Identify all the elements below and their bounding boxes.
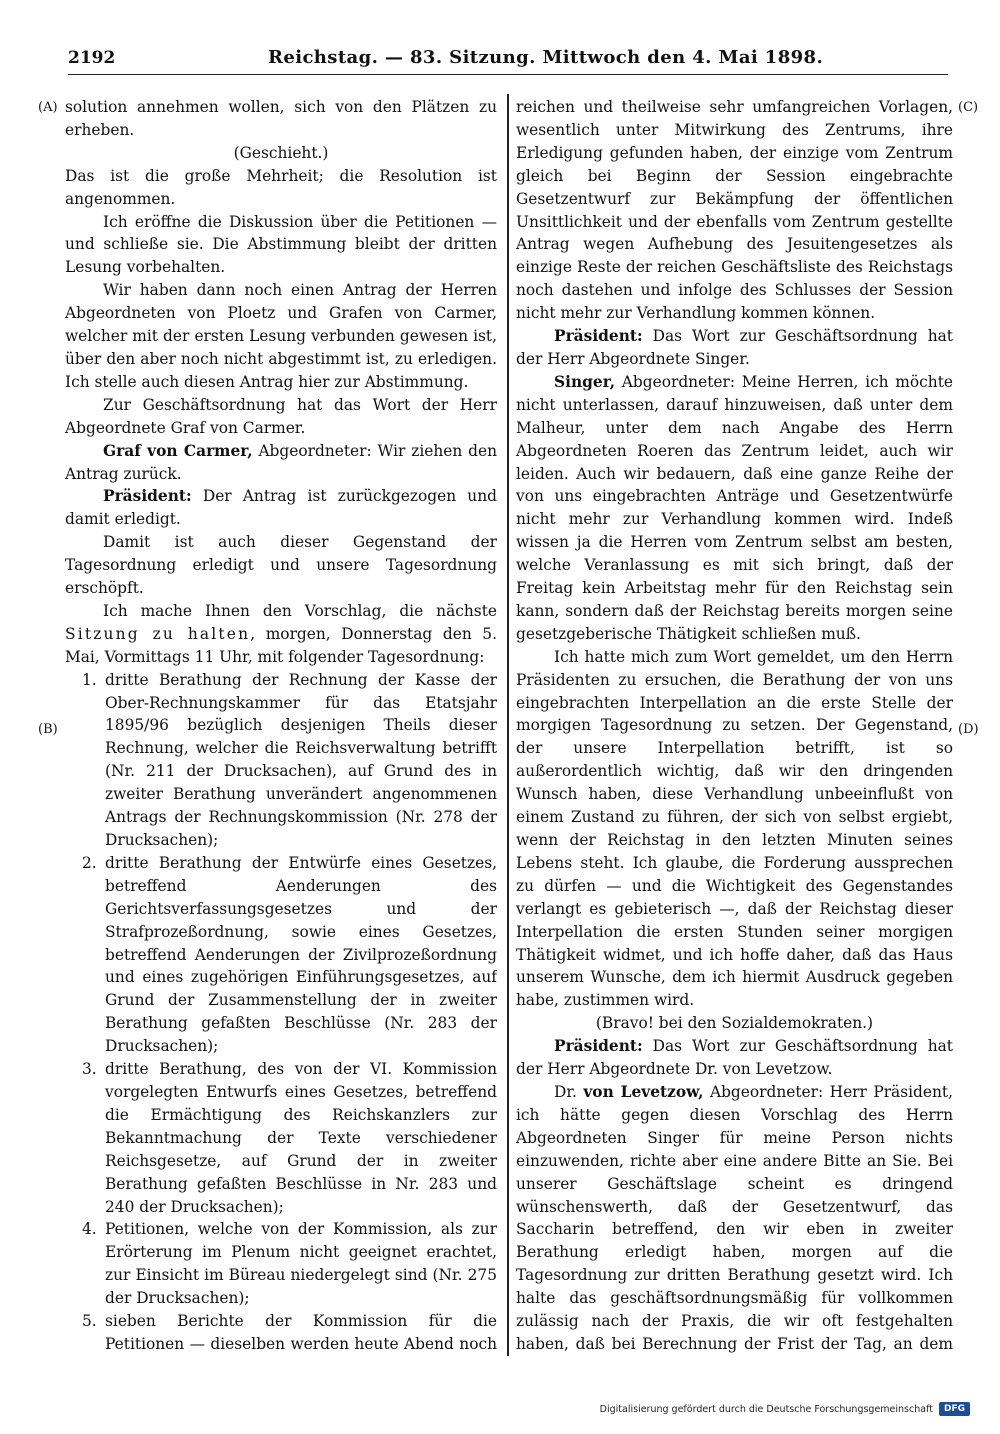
agenda-item: [82, 669, 497, 852]
paragraph: Ich eröffne die Diskussion über die Petitionen — und schließe sie. Die Abstimmung bleibt der dritten Lesung vorbehalten.: [65, 212, 497, 277]
speaker-name: Graf von Carmer,: [103, 441, 253, 460]
dfg-logo: DFG: [939, 1402, 970, 1416]
agenda-number: 2.: [82, 853, 97, 872]
paragraph: Wir haben dann noch einen Antrag der Herren Abgeordneten von Ploetz und Grafen von Carmer, welcher mit der ersten Lesung verbunden gewesen ist, über den aber noch nicht abgestimmt ist, zu erledigen. Ich stelle auch diesen Antrag hier zur Abstimmung.: [65, 281, 497, 391]
paragraph: solution annehmen wollen, sich von den Plätzen zu erheben.: [65, 98, 497, 139]
speaker-name: von Levetzow,: [583, 1082, 704, 1101]
funding-credit: Digitalisierung gefördert durch die Deutsche Forschungsgemeinschaft: [599, 1403, 933, 1415]
left-column: [65, 96, 497, 1354]
speech-text: Der Antrag ist zurückgezogen und damit erledigt.: [65, 487, 497, 529]
agenda-item: [82, 1218, 497, 1310]
agenda-number: 1.: [82, 670, 97, 689]
speech-text: Abgeordneter: Meine Herren, ich möchte nicht unterlassen, darauf hinzuweisen, daß unter dem Malheur, unter dem nach Angabe des Herrn Abgeordneten Roeren das Zentrum leidet, auch wir leiden. Auch wir bedauern, daß eine ganze Reihe der von uns eingebrachten Anträge und Gesetzentwürfe nicht mehr zur Verhandlung kommen wird. Indeß wissen ja die Herren vom Zentrum selbst am besten, welche Veranlassung es mit sich bringt, daß der Freitag kein Arbeitstag mehr für den Reichstag sein kann, sondern daß der Reichstag bereits morgen seine gesetzgeberische Thätigkeit schließen muß.: [516, 372, 953, 643]
page-number: 2192: [68, 48, 116, 68]
stage-direction: (Geschieht.): [233, 143, 329, 162]
agenda-number: 3.: [82, 1060, 97, 1079]
speech-text: Das Wort zur Geschäftsordnung hat der Herr Abgeordnete Singer.: [516, 327, 953, 368]
speech-text: Das Wort zur Geschäftsordnung hat der Herr Abgeordnete Dr. von Levetzow.: [516, 1037, 953, 1079]
speech-paragraph: [516, 371, 953, 646]
margin-marker-d: (D): [958, 722, 979, 737]
page-header: [68, 40, 948, 75]
paragraph: Das ist die große Mehrheit; die Resolution ist angenommen.: [65, 166, 497, 208]
paragraph: [65, 600, 497, 669]
paragraph: Damit ist auch dieser Gegenstand der Tagesordnung erledigt und unsere Tagesordnung erschöpft.: [65, 533, 497, 598]
digitization-footer: [600, 1402, 970, 1416]
speech-text: Abgeordneter: Wir ziehen den Antrag zurück.: [65, 441, 497, 483]
agenda-item: [82, 1310, 497, 1354]
margin-marker-b: (B): [38, 722, 58, 737]
text-run: , morgen, Donnerstag den 5. Mai, Vormittags 11 Uhr, mit folgender Tagesordnung:: [65, 624, 497, 666]
speaker-name: Präsident:: [554, 327, 643, 346]
speech-paragraph: [516, 325, 953, 371]
spaced-text: Sitzung zu halten: [65, 624, 251, 643]
text-run: Ich mache Ihnen den Vorschlag, die nächste: [103, 601, 497, 620]
speech-paragraph: [516, 1081, 953, 1354]
paragraph: reichen und theilweise sehr umfangreichen Vorlagen, wesentlich unter Mitwirkung des Zentrums, ihre Erledigung gefunden haben, der einzige vom Zentrum gleich bei Beginn der Session eingebrachte Gesetzentwurf zur Bekämpfung der öffentlichen Unsittlichkeit und der ebenfalls vom Zentrum gestellte Antrag wegen Aufhebung des Jesuitengesetzes als einzige Reste der reichen Geschäftsliste des Reichstags noch dastehen und infolge des Schlusses der Session nicht mehr zur Verhandlung kommen können.: [516, 98, 953, 323]
margin-marker-c: (C): [958, 100, 979, 115]
agenda-text: dritte Berathung, des von der VI. Kommission vorgelegten Entwurfs eines Gesetzes, betreffend die Ermächtigung des Reichskanzlers zur Bekanntmachung der Texte verschiedener Reichsgesetze, auf Grund der in zweiter Berathung gefaßten Beschlüsse in Nr. 283 und 240 der Drucksachen);: [105, 1060, 497, 1216]
speech-paragraph: [65, 440, 497, 486]
paragraph: Zur Geschäftsordnung hat das Wort der Herr Abgeordnete Graf von Carmer.: [65, 395, 497, 437]
speaker-title: Dr.: [554, 1082, 584, 1101]
speaker-name: Präsident:: [103, 487, 192, 506]
agenda-number: 5.: [82, 1312, 97, 1331]
agenda-item: [82, 1058, 497, 1218]
stage-direction: (Bravo! bei den Sozialdemokraten.): [595, 1014, 874, 1033]
speech-paragraph: [516, 1035, 953, 1081]
margin-marker-a: (A): [38, 100, 58, 115]
agenda-text: dritte Berathung der Rechnung der Kasse der Ober-Rechnungskammer für das Etatsjahr 1895/96 bezüglich desjenigen Theils dieser Rechnung, welcher die Reichsverwaltung betrifft (Nr. 211 der Drucksachen), auf Grund des in zweiter Berathung unverändert angenommenen Antrags der Rechnungskommission (Nr. 278 der Drucksachen);: [105, 670, 497, 849]
column-divider: [507, 94, 509, 1356]
speaker-name: Singer,: [554, 372, 616, 391]
agenda-text: sieben Berichte der Kommission für die Petitionen — dieselben werden heute Abend noch: [105, 1312, 497, 1353]
agenda-text: dritte Berathung der Entwürfe eines Gesetzes, betreffend Aenderungen des Gerichtsverfassungsgesetzes und der Strafprozeßordnung, sowie eines Gesetzes, betreffend Aenderungen der Zivilprozeßordnung und eines zugehörigen Einführungsgesetzes, auf Grund der Zusammenstellung der in zweiter Berathung gefaßten Beschlüsse (Nr. 283 der Drucksachen);: [105, 853, 497, 1056]
agenda-list: [65, 669, 497, 1354]
agenda-item: [82, 852, 497, 1058]
speech-paragraph: [65, 485, 497, 531]
speaker-name: Präsident:: [554, 1037, 643, 1056]
running-title: Reichstag. — 83. Sitzung. Mittwoch den 4. Mai 1898.: [268, 47, 824, 68]
paragraph: Ich hatte mich zum Wort gemeldet, um den Herrn Präsidenten zu ersuchen, die Berathung der von uns eingebrachten Interpellation an die erste Stelle der morgigen Tagesordnung zu setzen. Der Gegenstand, der unsere Interpellation betrifft, ist so außerordentlich wichtig, daß wir den dringenden Wunsch haben, diese Verhandlung unbeeinflußt von einem Zustand zu führen, der sich von selbst ergiebt, wenn der Reichstag in den letzten Minuten seines Lebens steht. Ich glaube, die Forderung aussprechen zu dürfen — und die Wichtigkeit des Gegenstandes verlangt es gebieterisch —, daß der Reichstag dieser Interpellation die ersten Stunden seiner morgigen Thätigkeit widmet, und ich hoffe daher, daß das Haus unserem Wunsche, dem ich hiermit Ausdruck gegeben habe, zustimmen wird.: [516, 647, 953, 1010]
speech-text: Abgeordneter: Herr Präsident, ich hätte gegen diesen Vorschlag des Herrn Abgeordneten Singer für meine Person nichts einzuwenden, richte aber eine andere Bitte an Sie. Bei unserer Geschäftslage scheint es dringend wünschenswerth, daß der Gesetzentwurf, das Saccharin betreffend, den wir eben in zweiter Berathung erledigt haben, morgen auf die Tagesordnung zur dritten Berathung gesetzt wird. Ich halte das geschäftsordnungsmäßig für vollkommen zulässig nach der Praxis, die wir oft festgehalten haben, daß bei Berechnung der Frist der Tag, an dem: [516, 1082, 953, 1353]
agenda-number: 4.: [82, 1220, 97, 1239]
agenda-text: Petitionen, welche von der Kommission, als zur Erörterung im Plenum nicht geeignet erachtet, zur Einsicht im Büreau niedergelegt sind (Nr. 275 der Drucksachen);: [105, 1220, 497, 1308]
right-column: [516, 96, 953, 1354]
